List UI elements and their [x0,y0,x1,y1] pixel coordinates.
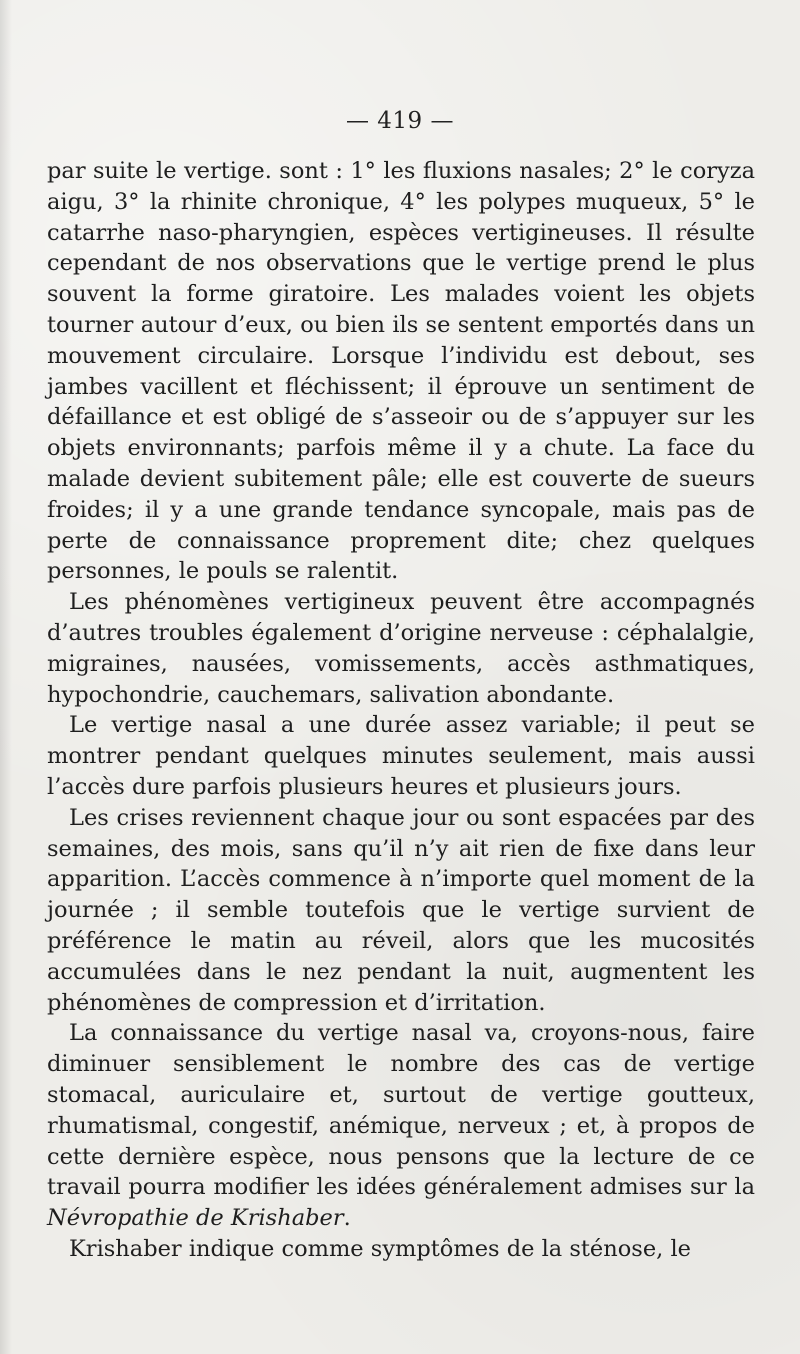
page-number: — 419 — [345,108,455,134]
paragraph-5-text-before-italic: La connaissance du vertige nasal va, croyons-nous, faire diminuer sensiblement le nombre des cas de vertige stomacal, auriculaire et, surtout de vertige goutteux, rhumatismal, congestif, anémique, nerveux ; et, à propos de cette dernière espèce, nous pensons que la lecture de ce travail pourra modifier les idées généralement admises sur la [47,1020,755,1201]
paragraph-5 [47,1018,755,1234]
paragraph-4: Les crises reviennent chaque jour ou sont espacées par des semaines, des mois, sans qu’il n’y ait rien de fixe dans leur apparition. L’accès commence à n’importe quel moment de la journée ; il semble toutefois que le vertige survient de préférence le matin au réveil, alors que les mucosités accumulées dans le nez pendant la nuit, augmentent les phénomènes de compression et d’irritation. [47,804,755,1016]
paragraph-6: Krishaber indique comme symptômes de la sténose, le [69,1235,691,1262]
document-body [47,156,755,1265]
paragraph-1: par suite le vertige. sont : 1° les fluxions nasales; 2° le coryza aigu, 3° la rhinite chronique, 4° les polypes muqueux, 5° le catarrhe naso-pharyngien, espèces vertigineuses. Il résulte cependant de nos observations que le vertige prend le plus souvent la forme giratoire. Les malades voient les objets tourner autour d’eux, ou bien ils se sentent emportés dans un mouvement circulaire. Lorsque l’individu est debout, ses jambes vacillent et fléchissent; il éprouve un sentiment de défaillance et est obligé de s’asseoir ou de s’appuyer sur les objets environnants; parfois même il y a chute. La face du malade devient subitement pâle; elle est couverte de sueurs froides; il y a une grande tendance syncopale, mais pas de perte de connaissance proprement dite; chez quelques personnes, le pouls se ralentit. [47,158,755,585]
paragraph-5-text-after-italic: . [343,1205,351,1232]
paragraph-2: Les phénomènes vertigineux peuvent être accompagnés d’autres troubles également d’origine nerveuse : céphalalgie, migraines, nausées, vomissements, accès asthmatiques, hypochondrie, cauchemars, salivation abondante. [47,589,755,708]
paragraph-5-italic-title: Névropathie de Krishaber [47,1205,344,1232]
paragraph-3: Le vertige nasal a une durée assez variable; il peut se montrer pendant quelques minutes seulement, mais aussi l’accès dure parfois plusieurs heures et plusieurs jours. [47,712,755,800]
